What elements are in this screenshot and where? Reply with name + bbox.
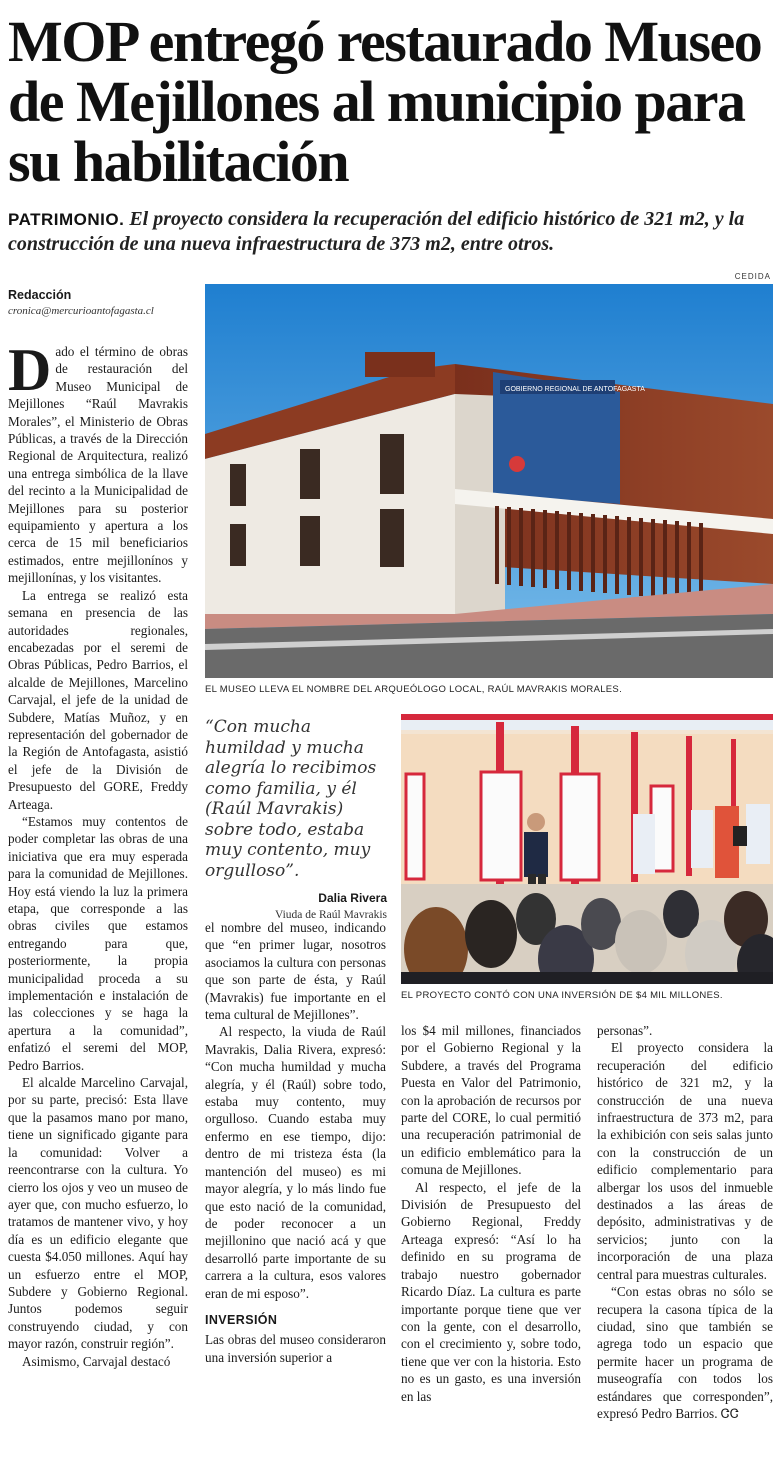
byline-email[interactable]: cronica@mercurioantofagasta.cl: [8, 305, 154, 317]
paragraph-4: El alcalde Marcelino Carvajal, por su parte, precisó: Esta llave que la pasamos mano por mano, tiene un significado gigante para la comunidad: Volver a reencontrarse con la cultura. Yo cierro los ojos y veo un museo de ayer que, con mucho esfuerzo, lo tratamos de mantener vivo, y hoy día es un edificio elegante que cuesta $4.050 millones. Aquí hay un esfuerzo entre el MOP, Subdere y Gobierno Regional. Juntos podemos seguir construyendo ciudad, y con mayor razón, construir región”.: [8, 1075, 188, 1352]
quote-author: Dalia Rivera: [318, 891, 387, 905]
article-column-4: [597, 1022, 773, 1422]
subhead-inversion: INVERSIÓN: [205, 1312, 278, 1327]
article-column-2: [205, 919, 386, 1366]
paragraph-9: El proyecto considera la recuperación del edificio histórico de 321 m2, y la construcción de una nueva infraestructura de 373 m2, para la exhibición con seis salas junto con la construcción de un edificio complementario para albergar los usos del inmueble destinados a las áreas de depósito, administrativas y de servicios; junto con la incorporación de una plaza central para muestras culturales.: [597, 1040, 773, 1282]
paragraph-5-start: Asimismo, Carvajal destacó: [22, 1353, 171, 1369]
paragraph-6: Al respecto, la viuda de Raúl Mavrakis, Dalia Rivera, expresó: “Con mucha humildad y mucha alegría, y él (Raúl) sobre todo, estaba muy contento, muy orgulloso. Cuando estaba muy enfermo en ese tiempo, dijo: dentro de mi tristeza ésta (la mantención del museo) es mi mayor alegría, y lo más lindo fue que esto nació de la comunidad, de poder reconocer a un mejillonino que nació acá y que desarrolló parte importante de su carrera a la cultura, esos valores eran de mi esposo”.: [205, 1024, 386, 1301]
headline: MOP entregó restaurado Museo de Mejillones al municipio para su habilitación: [8, 9, 762, 194]
paragraph-2: La entrega se realizó esta semana en presencia de las autoridades regionales, encabezadas por el seremi de Obras Públicas, Pedro Barrios, el alcalde de Mejillones, Marcelino Carvajal, el jefe de la unidad de Subdere, Matías Muñoz, y en representación del gobernador de la Región de Antofagasta, asistió el jefe de la División de Presupuesto del GORE, Freddy Arteaga.: [8, 587, 188, 812]
paragraph-7-start: Las obras del museo consideraron una inversión superior a: [205, 1332, 386, 1365]
article-column-3: [401, 1022, 581, 1405]
paragraph-3: “Estamos muy contentos de poder completar las obras de una iniciativa que era muy esperada para la comunidad de Mejillones. Hoy está viendo la luz la primera etapa, que corresponde a las obras civiles que estamos entregando para que, posteriormente, la propia municipalidad proceda a su implementación e instalación de las colecciones y se haga la apertura a la comunidad”, enfatizó el seremi del MOP, Pedro Barrios.: [8, 813, 188, 1073]
article-column-1: [8, 337, 188, 1370]
photo-caption-2: EL PROYECTO CONTÓ CON UNA INVERSIÓN DE $4 MIL MILLONES.: [401, 990, 723, 1001]
deck: [8, 207, 773, 257]
paragraph-1-text: ado el término de obras de restauración del Museo Municipal de Mejillones “Raúl Mavrakis Morales”, el Ministerio de Obras Públicas, a través de la Dirección Regional de Arquitectura, realizó una entrega simbólica de la llave del recinto a la Municipalidad de Mejillones para su posterior equipamiento y apertura a los cerca de 15 mil beneficiarios estimados, entre mejillonínos y mejillonínas, y los visitantes.: [8, 344, 188, 586]
drop-cap: D: [8, 337, 52, 403]
paragraph-8: Al respecto, el jefe de la División de Presupuesto del Gobierno Regional, Freddy Arteaga expresó: “Así lo ha definido en su programa de trabajo nuestro gobernador Ricardo Díaz. La cultura es parte importante porque tiene que ver con la gente, con el desarrollo, con el crecimiento y, sobre todo, tiene que ver con la historia. Esto no es un gasto, es una inversión en las: [401, 1179, 581, 1404]
paragraph-8-end: personas”.: [597, 1023, 653, 1038]
photo-caption-1: EL MUSEO LLEVA EL NOMBRE DEL ARQUEÓLOGO LOCAL, RAÚL MAVRAKIS MORALES.: [205, 684, 623, 695]
paragraph-10: [597, 1283, 773, 1422]
quote-author-role: Viuda de Raúl Mavrakis: [274, 909, 387, 921]
kicker: PATRIMONIO.: [8, 210, 125, 229]
ceremony-photo: [401, 714, 773, 984]
photo-credit: CEDIDA: [734, 272, 771, 281]
paragraph-5-cont: el nombre del museo, indicando que “en primer lugar, nosotros asociamos la cultura con personas que son parte de ésta, y Raúl (Mavrakis) fue importante en el tema cultural de Mejillones”.: [205, 920, 386, 1023]
end-mark: ᏣᏣ: [720, 1405, 739, 1421]
paragraph-10-text: “Con estas obras no sólo se recupera la casona típica de la ciudad, sino que también se agrega todo un espacio que permite hacer un programa de museografía con todos los estándares que corresponden”, expresó Pedro Barrios.: [597, 1284, 773, 1421]
byline-name: Redacción: [8, 288, 72, 302]
paragraph-1: [8, 337, 188, 587]
byline: [8, 288, 198, 317]
quote-text: “Con mucha humildad y mucha alegría lo recibimos como familia, y él (Raúl Mavrakis) sobre todo, estaba muy contento, muy orgulloso”.: [205, 717, 377, 881]
museum-building-photo: [205, 284, 773, 678]
banner-title: GOBIERNO REGIONAL DE ANTOFAGASTA: [505, 386, 645, 393]
paragraph-7-cont: los $4 mil millones, financiados por el Gobierno Regional y la Subdere, a través del Programa Puesta en Valor del Patrimonio, con la aprobación de recursos por parte del CORE, lo cual permitió una recuperación patrimonial de un edificio emblemático para la comuna de Mejillones.: [401, 1023, 581, 1178]
pull-quote: [205, 717, 387, 921]
deck-text: El proyecto considera la recuperación del edificio histórico de 321 m2, y la construcción de una nueva infraestructura de 373 m2, entre otros.: [8, 208, 745, 255]
